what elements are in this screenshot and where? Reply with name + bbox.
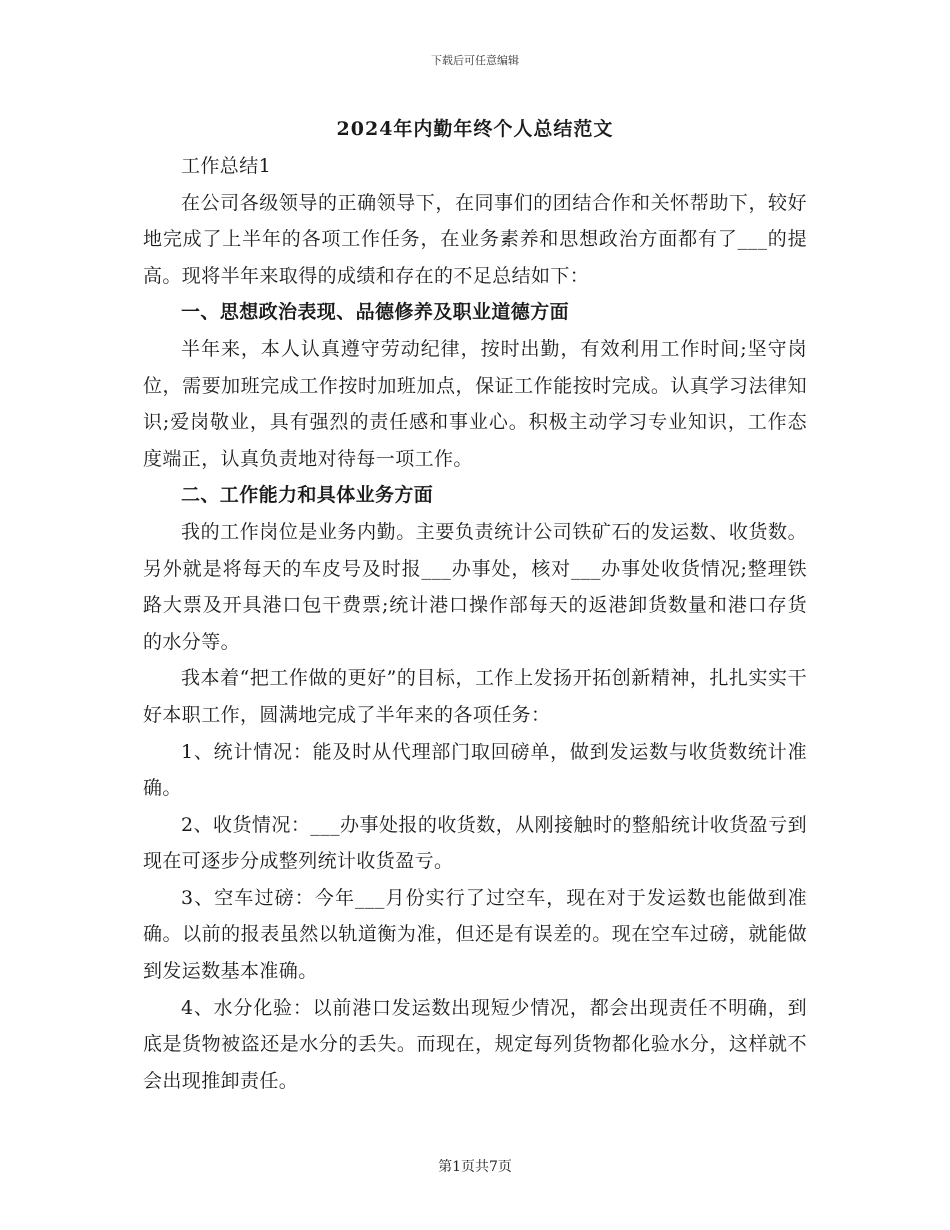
paragraph-goal: 我本着“把工作做的更好”的目标，工作上发扬开拓创新精神，扎扎实实干好本职工作，圆满地完成了半年来的各项任务： <box>143 667 807 726</box>
page-number: 第1页共7页 <box>438 1159 512 1175</box>
list-item-moisture-test: 4、水分化验：以前港口发运数出现短少情况，都会出现责任不明确，到底是货物被盗还是水分的丢失。而现在，规定每列货物都化验水分，这样就不会出现推卸责任。 <box>143 996 807 1092</box>
paragraph-intro: 在公司各级领导的正确领导下，在同事们的团结合作和关怀帮助下，较好地完成了上半年的各项工作任务，在业务素养和思想政治方面都有了___的提高。现将半年来取得的成绩和存在的不足总结如下： <box>143 191 807 287</box>
list-item-statistics: 1、统计情况：能及时从代理部门取回磅单，做到发运数与收货数统计准确。 <box>143 740 807 800</box>
header-note: 下载后可任意编辑 <box>431 54 519 67</box>
list-item-empty-weighing: 3、空车过磅：今年___月份实行了过空车，现在对于发运数也能做到准确。以前的报表虽然以轨道衡为准，但还是有误差的。现在空车过磅，就能做到发运数基本准确。 <box>143 886 807 983</box>
list-item-receiving: 2、收货情况：___办事处报的收货数，从刚接触时的整船统计收货盈亏到现在可逐步分成整列统计收货盈亏。 <box>143 813 807 873</box>
document-title: 2024年内勤年终个人总结范文 <box>336 118 614 140</box>
paragraph-section-label: 工作总结1 <box>181 155 272 177</box>
section-heading-2: 二、工作能力和具体业务方面 <box>181 484 434 507</box>
document-body <box>143 148 807 1099</box>
section-heading-1: 一、思想政治表现、品德修养及职业道德方面 <box>181 301 570 324</box>
paragraph-conduct: 半年来，本人认真遵守劳动纪律，按时出勤，有效利用工作时间;坚守岗位，需要加班完成工作按时加班加点，保证工作能按时完成。认真学习法律知识;爱岗敬业，具有强烈的责任感和事业心。积极主动学习专业知识，工作态度端正，认真负责地对待每一项工作。 <box>143 337 807 470</box>
paragraph-duties: 我的工作岗位是业务内勤。主要负责统计公司铁矿石的发运数、收货数。另外就是将每天的车皮号及时报___办事处，核对___办事处收货情况;整理铁路大票及开具港口包干费票;统计港口操作部每天的返港卸货数量和港口存货的水分等。 <box>143 520 807 653</box>
